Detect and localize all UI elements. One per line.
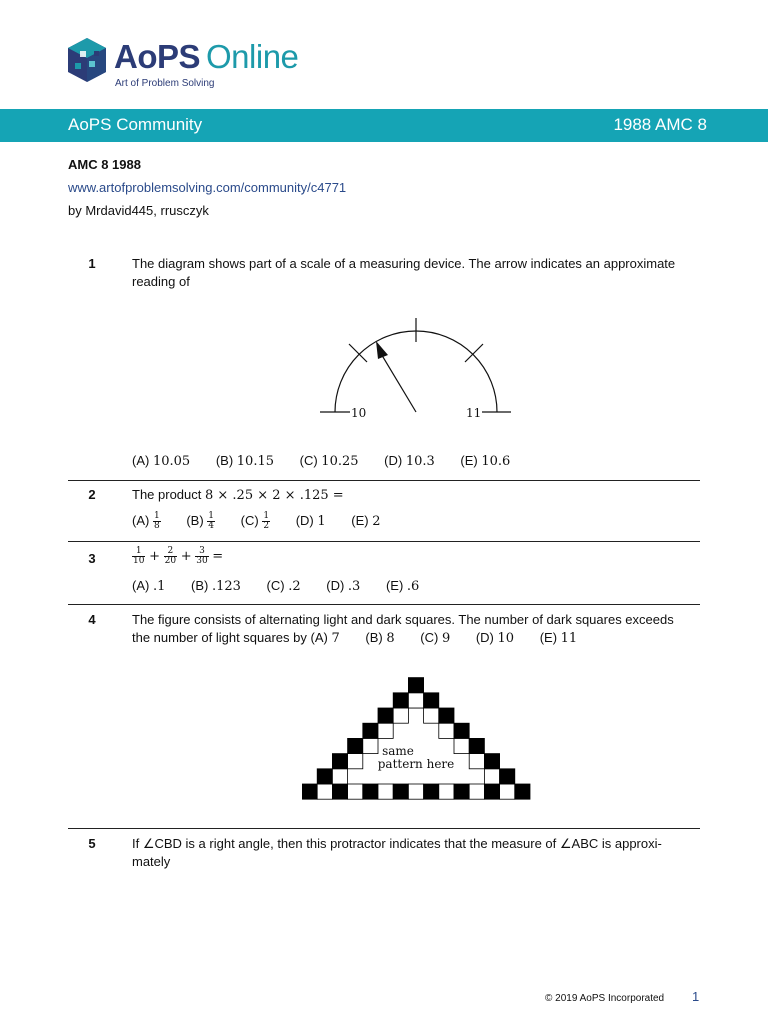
- choice-a: (A) 7: [310, 630, 340, 646]
- dark-square: [408, 678, 423, 693]
- choice-e: (E) .6: [385, 578, 420, 594]
- choice-e: (E) 2: [351, 513, 381, 529]
- measuring-scale-figure: [318, 312, 518, 424]
- aops-logo-icon: [66, 37, 108, 83]
- choice-e: (E) 11: [539, 630, 578, 646]
- choice-a: (A) $\frac{1}{8}$: [132, 511, 160, 532]
- dark-square: [302, 784, 317, 799]
- choice-c: (C) 10.25: [299, 453, 359, 469]
- choice-c: (C) .2: [266, 578, 301, 594]
- problem-3-choices: [132, 577, 441, 596]
- light-square: [424, 708, 439, 723]
- problem-3-number: 3: [88, 551, 96, 566]
- choice-d: (D) 10.3: [384, 453, 435, 469]
- problem-4-text-line2: the number of light squares by (A) 7 (B) 8 (C) 9 (D) 10 (E) 11: [132, 630, 578, 646]
- problem-3-expression: $\frac{1}{10}$ + $\frac{2}{20}$ + $\frac{3}{30}$ =: [133, 546, 224, 567]
- dark-square: [469, 738, 484, 753]
- light-square: [332, 769, 347, 784]
- light-square: [363, 738, 378, 753]
- choice-b: (B) 10.15: [215, 453, 274, 469]
- light-square: [469, 754, 484, 769]
- community-link[interactable]: www.artofproblemsolving.com/community/c4771: [68, 180, 347, 195]
- dark-square: [363, 784, 378, 799]
- problem-5-text-line2: mately: [132, 854, 171, 869]
- problem-1-choices: [132, 452, 532, 471]
- logo-wordmark: [114, 38, 298, 76]
- choice-d: (D) 1: [295, 513, 326, 529]
- choice-b: (B) $\frac{1}{4}$: [186, 511, 215, 532]
- light-square: [393, 708, 408, 723]
- problem-1-number: 1: [88, 256, 96, 271]
- choice-e: (E) 10.6: [460, 453, 511, 469]
- authors: by Mrdavid445, rrusczyk: [68, 203, 209, 218]
- choice-a: (A) .1: [132, 578, 166, 594]
- choice-b: (B) 8: [365, 630, 395, 646]
- light-square: [378, 723, 393, 738]
- problem-2-choices: [132, 512, 403, 531]
- choice-a: (A) 10.05: [132, 453, 191, 469]
- dark-square: [424, 693, 439, 708]
- figure-label-pattern: pattern here: [377, 757, 455, 771]
- dark-square: [378, 708, 393, 723]
- banner-community: AoPS Community: [68, 115, 203, 134]
- light-square: [408, 784, 423, 799]
- problem-5-text-line1: If ∠CBD is a right angle, then this protractor indicates that the measure of ∠ABC is approxi-: [132, 836, 662, 851]
- logo-subtitle: Art of Problem Solving: [115, 78, 215, 89]
- choice-b: (B) .123: [191, 578, 241, 594]
- dark-square: [332, 754, 347, 769]
- choice-c: (C) 9: [420, 630, 451, 646]
- page-number: 1: [692, 989, 700, 1004]
- divider: [68, 604, 700, 605]
- dark-square: [515, 784, 530, 799]
- light-square: [484, 769, 499, 784]
- light-square: [348, 754, 363, 769]
- problem-5-number: 5: [88, 836, 96, 851]
- light-square: [378, 784, 393, 799]
- problem-4-number: 4: [88, 612, 96, 627]
- light-square: [317, 784, 332, 799]
- checkerboard-triangle-figure: [302, 672, 532, 802]
- light-square: [469, 784, 484, 799]
- header-banner: [0, 109, 768, 142]
- choice-d: (D) .3: [326, 578, 361, 594]
- dark-square: [439, 708, 454, 723]
- divider: [68, 541, 700, 542]
- light-square: [500, 784, 515, 799]
- dark-square: [363, 723, 378, 738]
- light-square: [439, 784, 454, 799]
- light-square: [454, 738, 469, 753]
- banner-contest: 1988 AMC 8: [613, 115, 707, 134]
- scale-right-label: 11: [466, 406, 482, 420]
- choice-d: (D) 10: [475, 630, 515, 646]
- light-square: [408, 693, 423, 708]
- light-square: [439, 723, 454, 738]
- problem-2-text: The product 8 × .25 × 2 × .125 =: [132, 487, 344, 503]
- logo-main: AoPS: [114, 38, 201, 75]
- problem-4-text-line1: The figure consists of alternating light and dark squares. The number of dark squares exceeds: [132, 612, 674, 627]
- divider: [68, 828, 700, 829]
- contest-title: AMC 8 1988: [68, 157, 141, 172]
- dark-square: [454, 784, 469, 799]
- dark-square: [393, 784, 408, 799]
- figure-label-same: same: [382, 744, 414, 758]
- dark-square: [317, 769, 332, 784]
- footer-copyright: © 2019 AoPS Incorporated: [545, 993, 665, 1004]
- light-square: [348, 784, 363, 799]
- divider: [68, 480, 700, 481]
- dark-square: [484, 784, 499, 799]
- problem-1-text: The diagram shows part of a scale of a measuring device. The arrow indicates an approximate reading of: [132, 256, 676, 289]
- choice-c: (C) $\frac{1}{2}$: [240, 511, 270, 532]
- dark-square: [348, 738, 363, 753]
- scale-left-label: 10: [351, 406, 367, 420]
- logo-online: Online: [206, 38, 299, 75]
- dark-square: [484, 754, 499, 769]
- dark-square: [454, 723, 469, 738]
- dark-square: [393, 693, 408, 708]
- problem-2-number: 2: [88, 487, 96, 502]
- dark-square: [500, 769, 515, 784]
- dark-square: [424, 784, 439, 799]
- dark-square: [332, 784, 347, 799]
